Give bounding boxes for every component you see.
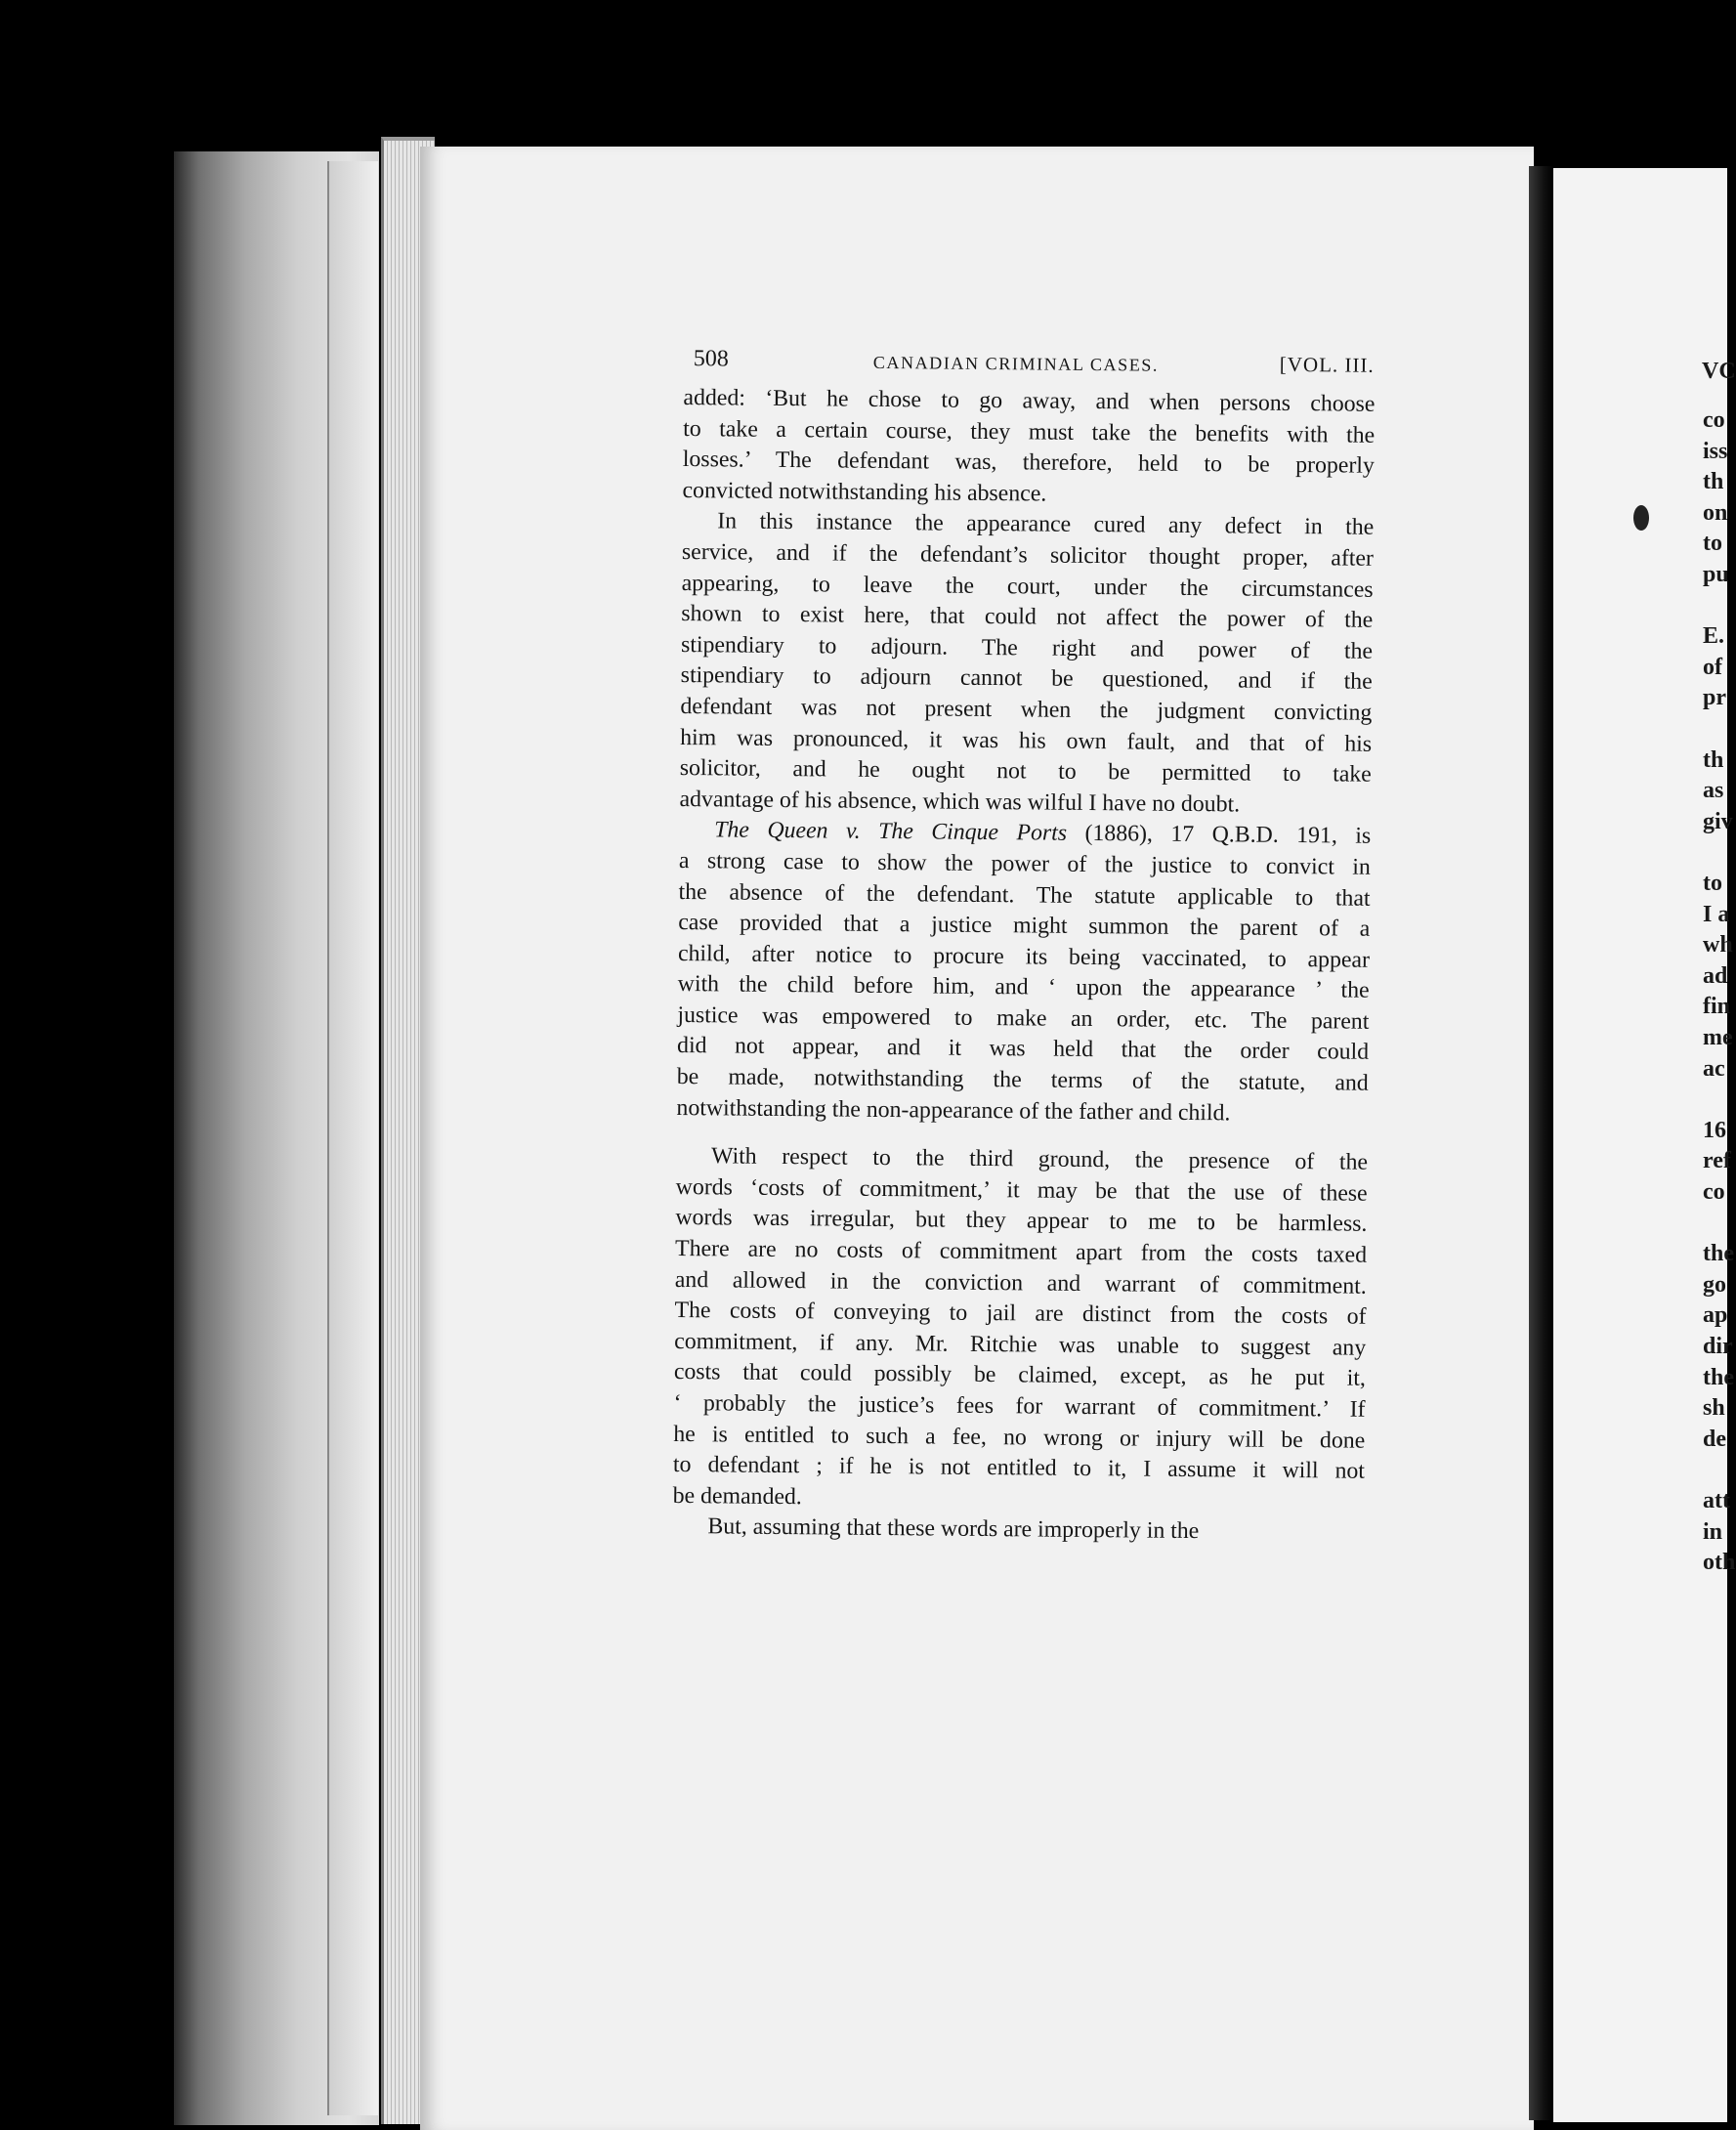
page-text-block: [672, 344, 1376, 1550]
book-page-block-inner: [327, 161, 378, 2115]
facing-page-fragment: E.: [1703, 623, 1725, 650]
facing-page-fragment: 16: [1703, 1117, 1726, 1143]
paragraph: [682, 383, 1375, 513]
facing-page-fragment: iss: [1703, 438, 1728, 464]
facing-page-fragment: th: [1703, 469, 1724, 495]
text-line: losses.’ The defendant was, therefore, held to be properly: [682, 447, 1375, 479]
body-text: [672, 383, 1375, 1550]
text-line: With respect to the third ground, the presence of the: [710, 1143, 1369, 1176]
facing-page-fragment: oth: [1703, 1550, 1736, 1576]
paragraph: [679, 506, 1374, 822]
text-line: shown to exist here, that could not affect the power of the: [681, 601, 1374, 633]
text-line: him was pronounced, it was his own fault, and that of his: [680, 724, 1373, 757]
facing-page-fragment: in: [1703, 1518, 1723, 1545]
facing-page-fragment: ref: [1703, 1148, 1731, 1174]
facing-page-fragment: wh: [1703, 932, 1733, 958]
facing-page-fragment: co: [1703, 1179, 1725, 1205]
volume-label: [VOL. III.: [1279, 352, 1375, 377]
text-line: There are no costs of commitment apart from the costs taxed: [674, 1235, 1368, 1268]
facing-page-fragment: ap: [1703, 1302, 1728, 1329]
text-line: be demanded.: [672, 1482, 802, 1510]
text-line: a strong case to show the power of the justice to convict in: [678, 847, 1372, 880]
facing-page-fragment: fin: [1703, 994, 1731, 1020]
facing-page-fragment: I a: [1703, 901, 1730, 927]
facing-page-fragment: as: [1703, 778, 1724, 804]
text-line: he is entitled to such a fee, no wrong or injury will be done: [673, 1421, 1366, 1454]
text-line: service, and if the defendant’s solicitor thought proper, after: [681, 538, 1375, 572]
text-line: appearing, to leave the court, under the circumstances: [681, 570, 1374, 603]
facing-page-fragment: to: [1703, 531, 1722, 557]
case-citation: The Queen v. The Cinque Ports: [714, 817, 1068, 847]
text-line: In this instance the appearance cured any defect in the: [717, 508, 1375, 541]
paragraph: [672, 1512, 1364, 1549]
facing-page-fragment: sh: [1703, 1395, 1725, 1422]
facing-page-fragment: co: [1703, 407, 1725, 433]
facing-page-fragment: giv: [1703, 808, 1733, 834]
facing-page-fragment: ad: [1703, 962, 1728, 989]
text-line: case provided that a justice might summon the parent of a: [678, 910, 1371, 942]
facing-page-fragment: VC: [1702, 359, 1736, 384]
facing-page-fragment: dir: [1703, 1334, 1733, 1359]
facing-page-fragment: to: [1703, 871, 1722, 896]
text-line: to take a certain course, they must take the benefits with the: [683, 415, 1376, 448]
text-line: the absence of the defendant. The statute applicable to that: [678, 878, 1371, 912]
facing-page-fragment: pu: [1703, 562, 1729, 587]
text-line: justice was empowered to make an order, etc. The parent: [677, 1001, 1370, 1035]
facing-page-fragment: th: [1703, 746, 1724, 773]
text-line: did not appear, and it was held that the order could: [676, 1033, 1370, 1066]
text-line: child, after notice to procure its being vaccinated, to appear: [677, 940, 1371, 973]
text-line: be made, notwithstanding the terms of the statute, and: [676, 1064, 1369, 1096]
text-line: commitment, if any. Mr. Ritchie was unable to suggest any: [674, 1328, 1367, 1361]
text-line: added: ‘But he chose to go away, and when persons choose: [683, 384, 1376, 417]
text-line-rest: (1886), 17 Q.B.D. 191, is: [1066, 821, 1372, 850]
running-head: [684, 344, 1376, 388]
running-title: CANADIAN CRIMINAL CASES.: [872, 352, 1160, 375]
text-line: defendant was not present when the judgment convicting: [680, 693, 1373, 726]
facing-page-sliver: [1553, 168, 1736, 2122]
facing-page-fragment: the: [1703, 1241, 1734, 1267]
text-line: advantage of his absence, which was wilful I have no doubt.: [679, 786, 1241, 818]
text-line: notwithstanding the non-appearance of the father and child.: [676, 1094, 1231, 1127]
page-number: 508: [693, 346, 729, 372]
text-line: stipendiary to adjourn cannot be questioned, and if the: [680, 662, 1373, 696]
text-line: to defendant ; if he is not entitled to it, I assume it will not: [672, 1452, 1366, 1484]
text-line: stipendiary to adjourn. The right and power of the: [680, 631, 1374, 664]
paragraph: [676, 815, 1371, 1130]
text-line: solicitor, and he ought not to be permitted to take: [679, 755, 1372, 788]
book-gutter: [1529, 166, 1553, 2120]
paragraph: [673, 1141, 1369, 1518]
facing-page-fragment: of: [1703, 654, 1722, 680]
text-line: But, assuming that these words are improperly in the: [707, 1513, 1200, 1545]
text-line: words was irregular, but they appear to me to be harmless.: [675, 1205, 1368, 1238]
facing-page-fragment: go: [1703, 1271, 1726, 1298]
text-line: and allowed in the conviction and warrant of commitment.: [674, 1266, 1367, 1299]
facing-page-fragment: att: [1703, 1488, 1730, 1513]
text-line: costs that could possibly be claimed, except, as he put it,: [673, 1359, 1366, 1392]
facing-page-fragment: ac: [1703, 1055, 1725, 1082]
facing-page-fragment: the: [1703, 1364, 1734, 1390]
ink-blot: [1633, 505, 1649, 531]
text-line: ‘ probably the justice’s fees for warrant of commitment.’ If: [673, 1389, 1366, 1423]
text-line: The costs of conveying to jail are distinct from the costs of: [674, 1298, 1367, 1330]
facing-page-fragment: de: [1703, 1426, 1726, 1452]
text-line: convicted notwithstanding his absence.: [682, 477, 1047, 507]
facing-page-fragment: pr: [1703, 685, 1726, 711]
text-line: words ‘costs of commitment,’ it may be that the use of these: [675, 1173, 1368, 1207]
facing-page-fragment: on: [1703, 499, 1728, 526]
facing-page-fragment: me: [1703, 1025, 1733, 1050]
text-line: with the child before him, and ‘ upon the appearance ’ the: [677, 971, 1370, 1004]
